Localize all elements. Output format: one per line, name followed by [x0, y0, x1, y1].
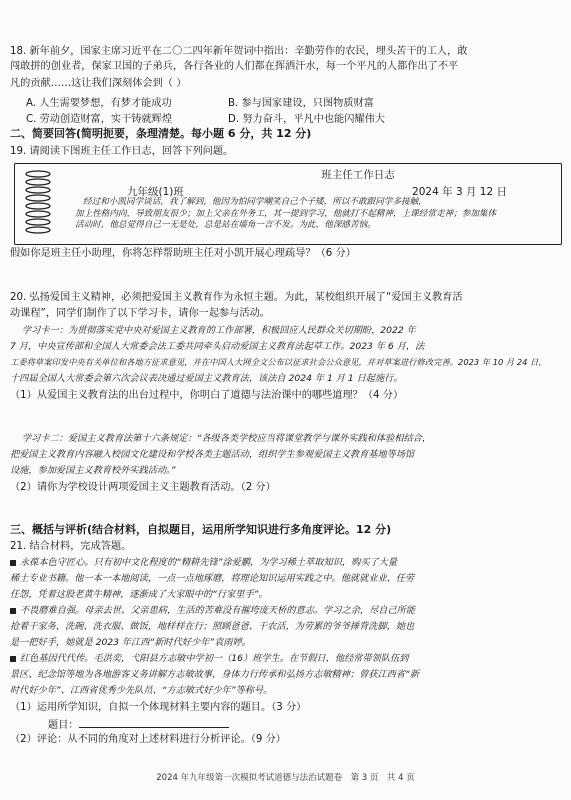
q18-line-3: 凡的贡献……这让我们深刻体会到（ ） — [10, 78, 187, 89]
q21-material-1-line: 稀土专业书籍。他一本一本地阅读，一点一点地琢磨，将理论知识运用实践之中。他就就业业、任劳 — [10, 573, 415, 584]
q20-card1-line: 十四届全国人大常委会第六次会议表决通过爱国主义教育法，该法自 2024 年 1 月 1 日起施行。 — [10, 373, 403, 384]
bullet-square-icon — [10, 656, 16, 662]
section-2-heading: 二、简要回答(简明扼要，条理清楚。每小题 6 分，共 12 分) — [10, 127, 312, 140]
q21-material-1-line: 任怨，凭着这股老黄牛精神，逐渐成了大家眼中的“行家里手”。 — [10, 589, 268, 600]
q21-material-3-line: 红色基因代代传。毛洪奕，弋阳县方志敏中学初一（16）班学生。在节假日，他经常带领队伍到 — [20, 653, 409, 664]
teacher-diary-box — [14, 163, 562, 245]
bullet-square-icon — [10, 608, 16, 614]
q21-material-2-line: 是一把好手，她就是 2023 年江西“新时代好少年”袁雨婷。 — [10, 637, 251, 648]
q21-material-2-line: 抢着干家务，洗碗、洗衣服、做饭，地样样在行；照顾爸爸、干农活，为劳累的爷爷捶背洗脚，她也 — [10, 621, 415, 632]
q21-intro: 21. 结合材料，完成答题。 — [10, 541, 132, 552]
diary-title: 班主任工作日志 — [321, 169, 395, 181]
q20-card2-line: 把爱国主义教育内容融入校园文化建设和学校各类主题活动，组织学生参观爱国主义教育基地等场馆 — [10, 449, 415, 460]
bullet-square-icon — [10, 560, 16, 566]
diary-body-line: 活动时，他总觉得自己一无是处，总是站在墙角一言不发。为此，他深感苦恼。 — [75, 220, 376, 231]
q21-material-2-line: 不畏磨难自强。母亲去世、父亲患病，生活的苦难没有摧垮庞天桥的意志。学习之余，尽自己所能 — [20, 605, 416, 616]
q20-sub-question-1: （1）从爱国主义教育法的出台过程中，你明白了道德与法治课中的哪些道理？（4 分） — [10, 390, 404, 401]
q18-line-1: 18. 新年前夕，国家主席习近平在二〇二四年新年贺词中指出：辛勤劳作的农民，埋头苦干的工人，敢 — [10, 46, 468, 57]
q20-line-1: 20. 弘扬爱国主义精神，必须把爱国主义教育作为永恒主题。为此，某校组织开展了“爱国主义教育活 — [10, 292, 463, 303]
q21-title-label: 题目： — [48, 720, 79, 731]
q21-material-1-line: 永葆本色守匠心。只有初中文化程度的“精耕先锋”涂爱鹏，为学习稀土萃取知识，购买了大量 — [20, 557, 398, 568]
title-answer-blank[interactable] — [79, 717, 229, 728]
diary-class: 九年级(1)班 — [127, 186, 184, 198]
q18-line-2: 闯敢拼的创业者，保家卫国的子弟兵，各行各业的人们都在挥洒汗水，每一个平凡的人都作出了不平 — [10, 61, 459, 72]
q20-line-2: 动课程”，同学们制作了以下学习卡，请你一起参与活动。 — [10, 308, 270, 319]
q20-card2-line: 设施，参加爱国主义教育校外实践活动。” — [10, 465, 176, 476]
q18-option-d: D. 努力奋斗，平凡中也能闪耀伟大 — [228, 114, 385, 125]
page-footer: 2024 年九年级第一次模拟考试道德与法治试题卷 第 3 页 共 4 页 — [156, 773, 415, 783]
q20-card1-line: 工委将草案印发中央有关单位和各地方征求意见，并在中国人大网全文公布以征求社会公众意见，并对草案进行修改完善。2023 年 10 月 24 日， — [10, 357, 547, 367]
q21-sub-question-2: （2）评论：从不同的角度对上述材料进行分析评论。（9 分） — [10, 734, 286, 745]
q18-option-b: B. 参与国家建设，只图物质财富 — [228, 98, 374, 109]
q20-card2-line: 学习卡二：爱国主义教育法第十六条规定：“各级各类学校应当将课堂教学与课外实践和体验相结合， — [22, 433, 432, 444]
q21-answer-row — [48, 717, 229, 732]
diary-date: 2024 年 3 月 12 日 — [412, 186, 507, 198]
q21-material-3-line: 景区、纪念馆等地为各地游客义务讲解方志敏故事，身体力行传承和弘扬方志敏精神；曾获江西省“新 — [10, 669, 420, 680]
q19-intro: 19. 请阅读下图班主任工作日志，回答下列问题。 — [10, 146, 234, 157]
diary-body-line: 经过和小凯同学谈话，我了解到，他因为怕同学嘲笑自己个子矮，所以不敢跟同学多接触， — [83, 197, 427, 207]
q18-option-a: A. 人生需要梦想，有梦才能成功 — [26, 98, 172, 109]
q20-card1-line: 学习卡一：为贯彻落实党中央对爱国主义教育的工作部署，积极回应人民群众关切期盼，2022 年 — [22, 325, 416, 336]
q21-sub-question-1: （1）运用所学知识，自拟一个体现材料主要内容的题目。（3 分） — [10, 702, 307, 713]
section-3-heading: 三、概括与评析(结合材料，自拟题目，运用所学知识进行多角度评论。12 分) — [10, 523, 392, 536]
q21-material-3-line: 时代好少年”、江西省优秀少先队员、“方志敏式好少年”等称号。 — [10, 685, 273, 696]
q18-option-c: C. 劳动创造财富，实干铸就辉煌 — [26, 114, 173, 125]
q20-sub-question-2: （2）请你为学校设计两项爱国主义主题教育活动。（2 分） — [10, 482, 276, 493]
q20-card1-line: 7 月，中央宣传部和全国人大常委会法工委共同牵头启动爱国主义教育法起草工作。2023 年 6 月，法 — [10, 341, 425, 352]
diary-body-line: 加上性格内向，导致朋友很少；加上父亲在外务工，其一提到学习，他就打不起精神，上课经常走神；参加集体 — [75, 208, 497, 219]
diary-body — [75, 197, 545, 232]
q19-question: 假如你是班主任小助理，你将怎样帮助班主任对小凯开展心理疏导？（6 分） — [10, 248, 356, 259]
